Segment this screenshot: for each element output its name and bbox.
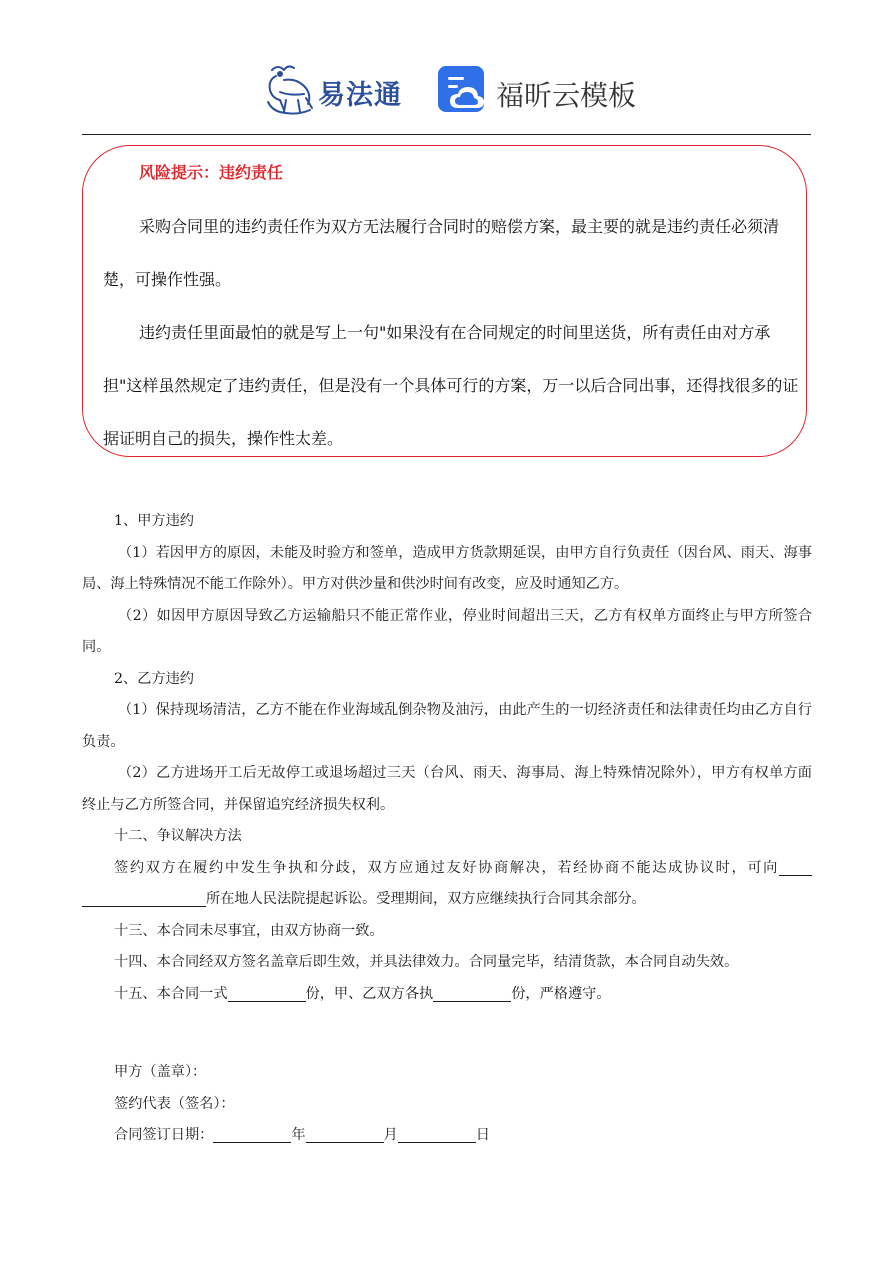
- party-a-seal-line: 甲方（盖章）：: [114, 1064, 207, 1080]
- court-location-blank-continued[interactable]: [82, 888, 206, 907]
- section-heading: 1、甲方违约: [114, 513, 194, 529]
- yifatong-logo: [262, 62, 412, 118]
- clause-paragraph: （1）保持现场清洁，乙方不能在作业海域乱倒杂物及油污，由此产生的一切经济责任和法律责任均由乙方自行负责。: [82, 702, 812, 750]
- dispute-clause: [82, 853, 812, 916]
- risk-notice-paragraph: 违约责任里面最怕的就是写上一句"如果没有在合同规定的时间里送货，所有责任由对方承担"这样虽然规定了违约责任，但是没有一个具体可行的方案，万一以后合同出事，还得找很多的证据证明自己的损失，操作性太差。: [103, 323, 799, 448]
- clause-paragraph: （2）如因甲方原因导致乙方运输船只不能正常作业，停业时间超出三天，乙方有权单方面终止与甲方所签合同。: [82, 607, 812, 655]
- signature-block: [82, 1057, 812, 1152]
- cloud-document-icon: [436, 64, 488, 116]
- year-blank[interactable]: [213, 1124, 291, 1143]
- total-copies-blank[interactable]: [228, 983, 306, 1002]
- clause-paragraph: （2）乙方进场开工后无故停工或退场超过三天（台风、雨天、海事局、海上特殊情况除外），甲方有权单方面终止与乙方所签合同，并保留追究经济损失权利。: [82, 765, 812, 813]
- copies-text: 十五、本合同一式: [114, 985, 228, 1002]
- logo-right-text: 福昕云模板: [496, 79, 637, 112]
- copies-clause: [82, 979, 812, 1011]
- risk-notice-title: 风险提示：违约责任: [139, 163, 284, 182]
- risk-notice-paragraph: 采购合同里的违约责任作为双方无法履行合同时的赔偿方案，最主要的就是违约责任必须清楚，可操作性强。: [103, 217, 780, 289]
- court-location-blank[interactable]: [779, 857, 812, 876]
- clause-paragraph: 十三、本合同未尽事宜，由双方协商一致。: [114, 922, 384, 939]
- month-label: 月: [383, 1127, 398, 1143]
- month-blank[interactable]: [306, 1124, 384, 1143]
- page-header: [0, 60, 893, 120]
- year-label: 年: [291, 1127, 306, 1143]
- section-heading: 十二、争议解决方法: [114, 828, 242, 844]
- signing-date-line: [82, 1120, 812, 1152]
- representative-line: 签约代表（签名）：: [114, 1095, 235, 1112]
- section-heading: 2、乙方违约: [114, 670, 194, 687]
- day-label: 日: [475, 1127, 490, 1143]
- clause-paragraph: （1）若因甲方的原因，未能及时验方和签单，造成甲方货款期延误，由甲方自行负责任（因台风、雨天、海事局、海上特殊情况不能工作除外）。甲方对供沙量和供沙时间有改变，应及时通知乙方。: [82, 544, 812, 592]
- copies-text: 份，严格遵守。: [511, 985, 611, 1002]
- logo-left-text: 易法通: [318, 80, 402, 111]
- dispute-text: 签约双方在履约中发生争执和分歧，双方应通过友好协商解决，若经协商不能达成协议时，可向: [114, 859, 779, 876]
- risk-notice-box: [82, 145, 807, 457]
- qilin-emblem-icon: [262, 62, 322, 118]
- each-party-copies-blank[interactable]: [433, 983, 511, 1002]
- fuxin-logo: [436, 64, 646, 120]
- copies-text: 份，甲、乙双方各执: [305, 985, 434, 1002]
- day-blank[interactable]: [398, 1124, 476, 1143]
- contract-body: [82, 506, 812, 1010]
- clause-paragraph: 十四、本合同经双方签名盖章后即生效，并具法律效力。合同量完毕，结清货款，本合同自动失效。: [114, 954, 739, 970]
- date-label: 合同签订日期：: [114, 1127, 214, 1143]
- header-divider: [82, 134, 811, 135]
- dispute-text: 所在地人民法院提起诉讼。受理期间，双方应继续执行合同其余部分。: [206, 891, 646, 907]
